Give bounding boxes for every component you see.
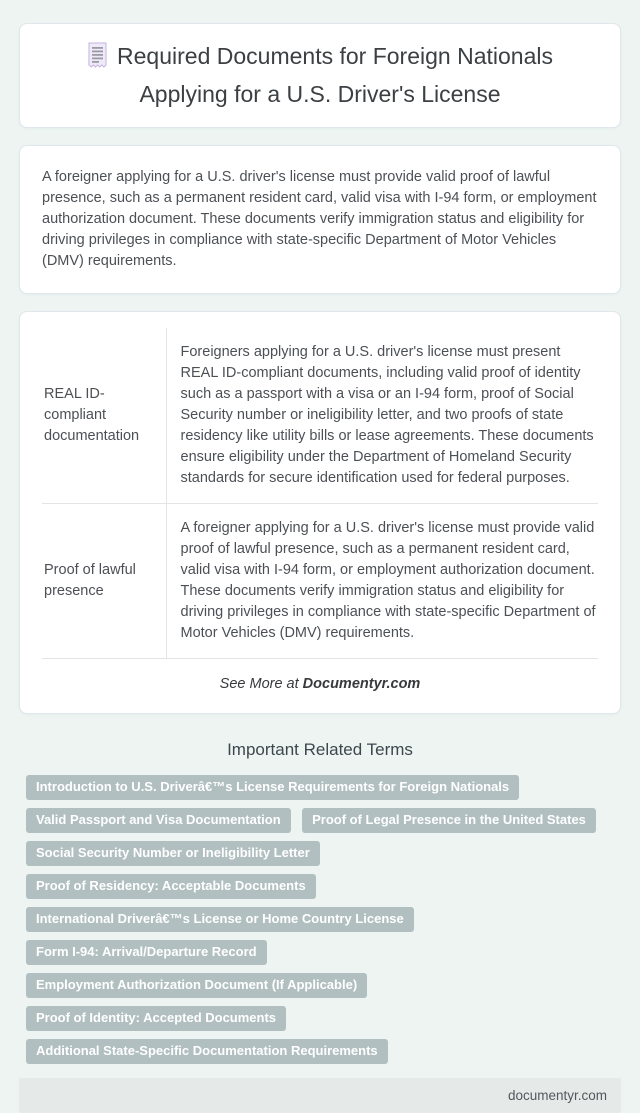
table-row [42,504,598,659]
definitions-card [19,311,621,714]
related-term-pill[interactable]: Valid Passport and Visa Documentation [26,808,291,833]
page-title-text: Required Documents for Foreign Nationals Applying for a U.S. Driver's License [117,43,553,107]
related-term-pill[interactable]: Employment Authorization Document (If Applicable) [26,973,367,998]
related-term-pill[interactable]: Proof of Identity: Accepted Documents [26,1006,286,1031]
footer-bar [19,1078,621,1113]
related-term-pill[interactable]: Proof of Residency: Acceptable Documents [26,874,316,899]
related-term-pill[interactable]: Form I-94: Arrival/Departure Record [26,940,267,965]
table-row [42,328,598,504]
title-card [19,23,621,128]
related-term-pill[interactable]: International Driverâ€™s License or Home Country License [26,907,414,932]
related-term-pill[interactable]: Introduction to U.S. Driverâ€™s License Requirements for Foreign Nationals [26,775,519,800]
definition-cell: Foreigners applying for a U.S. driver's license must present REAL ID-compliant documents, including valid proof of identity such as a passport with a visa or an I-94 form, proof of Social Security number or ineligibility letter, and two proofs of state residency like utility bills or lease agreements. These documents ensure eligibility under the Department of Homeland Security standards for secure identification used for federal purposes. [166,328,598,504]
page-title [44,39,596,111]
definitions-table [42,328,598,659]
definition-cell: A foreigner applying for a U.S. driver's license must provide valid proof of lawful presence, such as a permanent resident card, valid visa with I-94 form, or employment authorization document. These documents verify immigration status and eligibility for driving privileges in compliance with state-specific Department of Motor Vehicles (DMV) requirements. [166,504,598,659]
related-terms-list [19,775,621,1072]
related-term-pill[interactable]: Social Security Number or Ineligibility Letter [26,841,320,866]
related-terms-heading: Important Related Terms [227,740,413,759]
intro-card [19,145,621,294]
term-cell: REAL ID-compliant documentation [42,328,166,504]
intro-paragraph: A foreigner applying for a U.S. driver's license must provide valid proof of lawful presence, such as a permanent resident card, valid visa with I-94 form, or employment authorization document. These documents verify immigration status and eligibility for driving privileges in compliance with state-specific Department of Motor Vehicles (DMV) requirements. [42,169,597,269]
footer-site-text: documentyr.com [507,1088,607,1103]
see-more-brand-link[interactable]: Documentyr.com [302,676,421,692]
related-term-pill[interactable]: Additional State-Specific Documentation Requirements [26,1039,388,1064]
receipt-document-icon [87,42,108,77]
see-more-line [42,676,598,692]
see-more-prefix: See More at [219,676,303,692]
related-term-pill[interactable]: Proof of Legal Presence in the United States [302,808,596,833]
term-cell: Proof of lawful presence [42,504,166,659]
